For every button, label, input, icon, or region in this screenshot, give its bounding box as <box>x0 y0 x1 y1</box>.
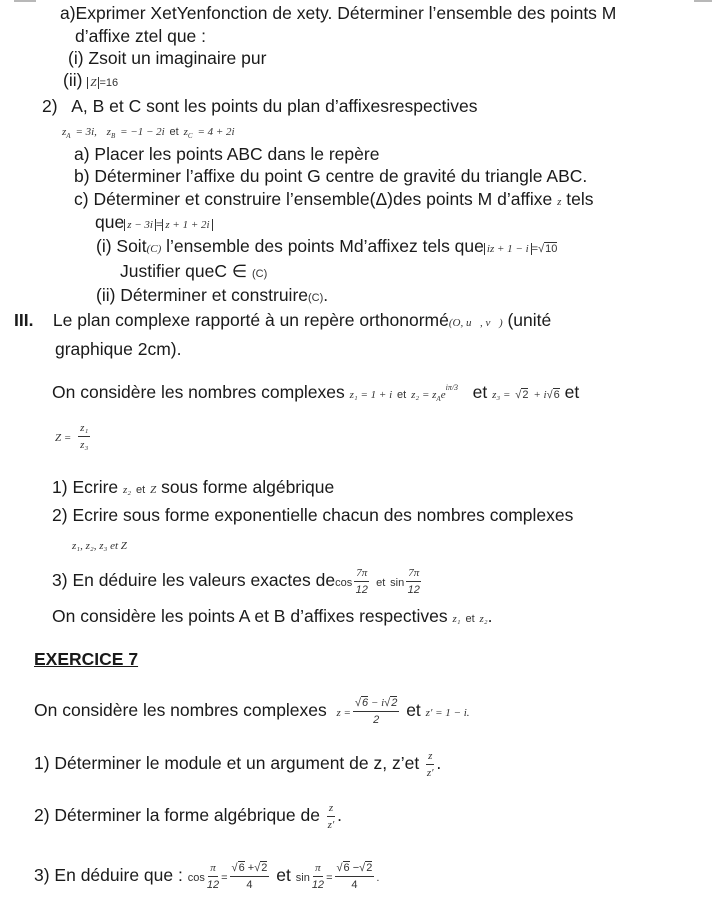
sqrt-value: 2 <box>522 389 529 401</box>
numerator: 7π <box>354 565 369 582</box>
denominator: z′ <box>327 819 335 831</box>
exercise-7-q2 <box>34 800 342 833</box>
label: 2) <box>42 96 58 116</box>
exercise-7-numbers <box>34 695 470 728</box>
et: et <box>465 613 475 625</box>
et: et <box>136 484 146 496</box>
part-3-q1 <box>52 476 334 501</box>
question-2c <box>74 188 593 213</box>
text: A, B et C sont les points du plan d’affixesrespectives <box>71 96 478 116</box>
sqrt-icon <box>337 862 343 874</box>
period: . <box>323 285 329 305</box>
text: Ecrire <box>72 477 119 497</box>
z1: z₁ = 1 + i <box>349 389 393 401</box>
sqrt-value: 2 <box>391 697 398 709</box>
sqrt-value: 6 <box>238 862 245 874</box>
z-prime: z′ = 1 − i. <box>425 707 470 720</box>
subquestion-ii <box>63 69 118 94</box>
set-c: (C) <box>251 268 268 280</box>
question-2c-ii <box>96 284 328 309</box>
part-3-q2-list <box>72 532 127 557</box>
question-2 <box>42 95 477 117</box>
denominator: 4 <box>246 879 253 891</box>
zA-value: = 3i, <box>75 126 97 138</box>
plus: + <box>247 862 255 874</box>
label: (i) Soit <box>96 236 147 256</box>
text: Justifier queC ∈ <box>120 261 248 281</box>
eq: = <box>155 219 163 231</box>
que: que <box>95 212 125 232</box>
Z-definition <box>55 420 92 453</box>
denominator: 2 <box>373 714 380 726</box>
label: (ii) <box>63 70 83 90</box>
period: . <box>376 872 380 885</box>
numerator <box>230 860 270 877</box>
numerator <box>353 695 399 712</box>
list: z₁, z₂, z₃ et Z <box>72 540 127 552</box>
label: 2) <box>52 505 68 525</box>
subquestion-i <box>68 47 266 69</box>
zB-sub: B <box>110 132 116 140</box>
et: et <box>564 382 580 402</box>
question-2c-i-justify <box>120 260 267 285</box>
sin: sin <box>295 872 310 885</box>
plus-i: + i <box>533 389 547 401</box>
abs-1: z − 3i <box>124 219 156 231</box>
fraction <box>207 860 219 893</box>
zC-sub: C <box>187 132 193 140</box>
question-a-continuation: d’affixe ztel que : <box>75 26 207 46</box>
sqrt-value: 6 <box>553 389 560 401</box>
page-edge-mark <box>14 0 36 2</box>
text: Ecrire sous forme exponentielle chacun des nombres complexes <box>72 505 574 525</box>
part-3-q3 <box>52 565 423 598</box>
text: Zsoit un imaginaire pur <box>88 48 267 68</box>
text: On considère les nombres complexes <box>52 382 345 402</box>
sqrt-icon <box>547 389 553 401</box>
sqrt-value: 6 <box>362 697 369 709</box>
fraction <box>406 565 421 598</box>
part-3-intro-cont: graphique 2cm). <box>55 339 182 359</box>
text: c) Déterminer et construire l’ensemble(Δ)des points M d’affixe <box>74 189 553 209</box>
question-2c-i <box>96 235 557 260</box>
text: En déduire les valeurs exactes de <box>72 570 336 591</box>
minus-i: − i <box>370 697 385 709</box>
text-tail: sous forme algébrique <box>161 477 335 497</box>
fraction <box>312 860 324 893</box>
denominator: z′ <box>426 767 434 779</box>
period: . <box>436 753 442 774</box>
exercise-7-q3 <box>34 860 379 893</box>
eq: = <box>531 243 539 255</box>
zC: z <box>183 126 188 138</box>
z2: z₂ = z <box>411 389 437 401</box>
Z: Z = <box>55 432 72 445</box>
part-3-points <box>52 605 493 630</box>
abs: iz + 1 − i <box>484 243 532 255</box>
abs-2: z + 1 + 2i <box>162 219 212 231</box>
period: . <box>487 606 493 626</box>
question-a: a)Exprimer XetYenfonction de xety. Déterminer l’ensemble des points M <box>60 3 617 23</box>
z2: z₂ <box>123 484 132 496</box>
question-2b: b) Déterminer l’affixe du point G centre de gravité du triangle ABC. <box>74 166 588 186</box>
eq: = <box>326 872 333 885</box>
denominator: 12 <box>206 879 220 891</box>
z2-sub: A <box>436 395 441 403</box>
var-z: z <box>557 196 562 208</box>
numerator: z <box>426 748 434 765</box>
z1: z₁ <box>452 613 461 625</box>
fraction <box>230 860 270 893</box>
frame: (O, u⃗, v⃗) <box>448 317 503 329</box>
et: et <box>406 700 421 721</box>
math-abs: Z <box>87 77 99 89</box>
set-c: (C) <box>308 292 324 304</box>
question-2a: a) Placer les points ABC dans le repère <box>74 144 380 164</box>
text: On considère les points A et B d’affixes respectives <box>52 606 448 626</box>
cos: cos <box>187 872 205 885</box>
exercise-heading: EXERCICE 7 <box>34 649 139 669</box>
cos: cos <box>335 577 353 590</box>
fraction <box>78 420 90 453</box>
text: Le plan complexe rapporté à un repère orthonormé <box>52 310 449 330</box>
sin: sin <box>390 577 405 590</box>
zC-value: = 4 + 2i <box>197 126 235 138</box>
z: z = <box>336 707 351 720</box>
et: et <box>276 865 291 886</box>
fraction <box>327 800 335 833</box>
et: et <box>472 382 488 402</box>
part-3-numbers <box>52 377 579 410</box>
denominator: 12 <box>355 584 368 596</box>
text: l’ensemble des points Md’affixez tels que <box>166 236 484 256</box>
page-edge-mark <box>694 0 712 2</box>
numerator <box>335 860 375 877</box>
zB-value: = −1 − 2i <box>120 126 165 138</box>
text-tail: tels <box>566 189 594 209</box>
et: et <box>169 126 179 138</box>
eq: = <box>221 872 228 885</box>
sqrt-value: 2 <box>366 862 373 874</box>
text: 3) En déduire que : <box>34 865 183 886</box>
exercise-7-q1 <box>34 748 441 781</box>
z2: z₂ <box>479 613 488 625</box>
zA: z <box>62 126 67 138</box>
label: 3) <box>52 570 68 591</box>
et: et <box>376 577 386 590</box>
part-3-q2 <box>52 504 573 526</box>
Z: Z <box>150 484 157 496</box>
period: . <box>337 805 343 826</box>
sqrt-value: 10 <box>545 243 558 255</box>
zA-sub: A <box>66 132 71 140</box>
question-2c-equation <box>95 211 213 236</box>
fraction <box>354 565 369 598</box>
exp: iπ/3 <box>445 383 459 392</box>
text: 2) Déterminer la forme algébrique de <box>34 805 320 826</box>
denominator: 4 <box>351 879 358 891</box>
numerator: π <box>208 860 218 877</box>
text: On considère les nombres complexes <box>34 700 327 721</box>
numerator: z₁ <box>78 420 90 437</box>
denominator: 12 <box>407 584 420 596</box>
exp-base: e <box>440 389 446 401</box>
fraction <box>353 695 399 728</box>
sqrt-value: 6 <box>343 862 350 874</box>
numerator: π <box>313 860 323 877</box>
text-tail: (unité <box>507 310 552 330</box>
text: 1) Déterminer le module et un argument de z, z’et <box>34 753 420 774</box>
numerator: 7π <box>406 565 421 582</box>
text: (ii) Déterminer et construire <box>96 285 308 305</box>
math-rhs: =16 <box>99 77 119 89</box>
minus: − <box>352 862 360 874</box>
part-3-intro <box>14 309 551 334</box>
denominator: z₃ <box>80 439 89 451</box>
label: 1) <box>52 477 68 497</box>
roman-numeral: III. <box>14 310 34 330</box>
sqrt-value: 2 <box>261 862 268 874</box>
numerator: z <box>327 800 335 817</box>
sqrt-icon <box>232 862 238 874</box>
label: (i) <box>68 48 84 68</box>
denominator: 12 <box>311 879 325 891</box>
et: et <box>397 389 407 401</box>
set-c: (C) <box>146 243 162 255</box>
fraction <box>335 860 375 893</box>
z3: z₃ = <box>492 389 511 401</box>
zB: z <box>106 126 111 138</box>
fraction <box>426 748 434 781</box>
